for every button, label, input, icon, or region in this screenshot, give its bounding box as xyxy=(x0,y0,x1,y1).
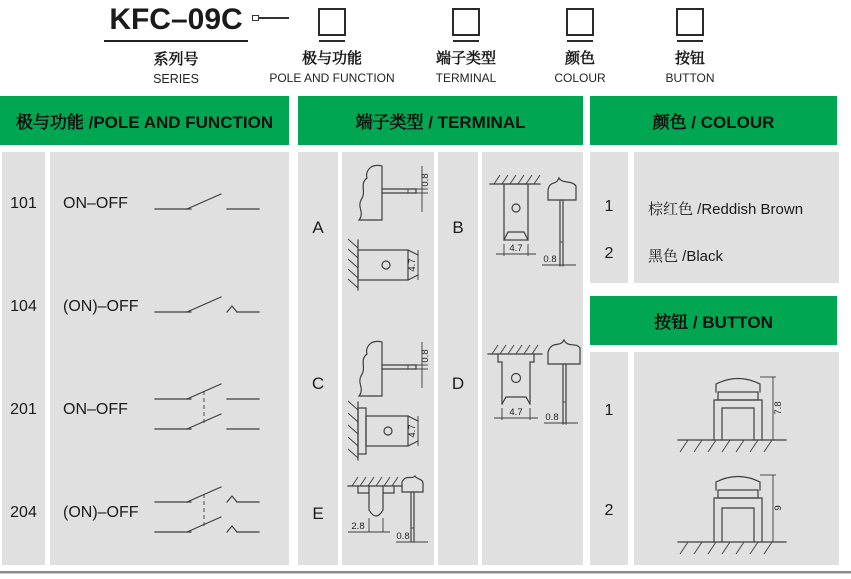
order-box-label-cn: 端子类型 xyxy=(435,50,496,67)
dim-text: 4.7 xyxy=(509,243,523,254)
terminal-c-side-view-drawing xyxy=(344,334,432,408)
series-block xyxy=(104,2,248,86)
order-code-box xyxy=(566,8,594,36)
terminal-type-label: C xyxy=(311,374,325,393)
terminal-label-column-left xyxy=(298,152,338,565)
pole-function-label: (ON)–OFF xyxy=(63,297,139,315)
order-box-label-cn: 颜色 xyxy=(564,50,595,67)
series-label-en: SERIES xyxy=(153,72,199,86)
dim-text: 0.8 xyxy=(545,412,559,423)
bottom-divider-line xyxy=(0,571,851,574)
colour-label-column xyxy=(634,152,839,283)
dim-text: 0.8 xyxy=(396,531,410,542)
order-box-button xyxy=(615,8,765,85)
button-diagram-column xyxy=(634,352,839,565)
order-box-underline xyxy=(453,40,479,42)
order-code-box xyxy=(452,8,480,36)
order-code-box xyxy=(676,8,704,36)
pole-function-label: (ON)–OFF xyxy=(63,504,139,522)
order-box-underline xyxy=(567,40,593,42)
terminal-type-label: B xyxy=(452,218,464,237)
pole-code: 104 xyxy=(10,297,37,315)
pole-function-column xyxy=(50,152,289,565)
spst-switch-symbol xyxy=(151,189,263,219)
dim-text: 0.8 xyxy=(543,254,557,265)
header-pole-function: 极与功能 /POLE AND FUNCTION xyxy=(0,96,289,145)
pole-code: 101 xyxy=(10,194,37,212)
terminal-type-label: D xyxy=(451,374,465,393)
pole-function-label: ON–OFF xyxy=(63,194,128,212)
order-box-label-en: TERMINAL xyxy=(435,71,497,85)
button-code-column xyxy=(590,352,628,565)
order-box-underline xyxy=(677,40,703,42)
order-box-label-cn: 极与功能 xyxy=(301,50,362,67)
colour-name: 黑色 /Black xyxy=(648,248,724,265)
header-terminal: 端子类型 / TERMINAL xyxy=(298,96,583,145)
dim-text: 4.7 xyxy=(407,424,418,438)
terminal-a-side-view-drawing xyxy=(344,158,432,232)
dim-text: 7.8 xyxy=(773,401,784,415)
order-box-underline xyxy=(319,40,345,42)
terminal-d-drawing xyxy=(484,336,582,444)
order-box-label-en: COLOUR xyxy=(554,71,606,85)
colour-name: 棕红色 /Reddish Brown xyxy=(648,201,804,218)
order-box-pole-function xyxy=(257,8,407,85)
colour-code: 2 xyxy=(604,245,614,262)
dpst-momentary-switch-symbol xyxy=(151,484,263,542)
order-box-label-en: POLE AND FUNCTION xyxy=(269,71,395,85)
dim-text: 9 xyxy=(773,505,784,511)
button-code: 1 xyxy=(604,402,614,419)
terminal-diagram-column-left xyxy=(342,152,434,565)
dim-text: 0.8 xyxy=(420,349,431,363)
order-code-box xyxy=(318,8,346,36)
header-colour: 颜色 / COLOUR xyxy=(590,96,837,145)
pole-function-label: ON–OFF xyxy=(63,401,128,419)
pole-code-column xyxy=(2,152,45,565)
terminal-type-label: A xyxy=(312,218,324,237)
pole-row xyxy=(50,152,289,255)
dpst-switch-symbol xyxy=(151,381,263,439)
order-box-label-cn: 按钮 xyxy=(674,50,705,67)
pole-row xyxy=(50,255,289,358)
pole-code: 201 xyxy=(10,401,37,419)
order-box-label-en: BUTTON xyxy=(665,71,715,85)
terminal-c-front-view-drawing xyxy=(344,400,432,462)
terminal-label-column-right xyxy=(438,152,478,565)
button-1-drawing xyxy=(670,360,800,456)
dim-text: 0.8 xyxy=(420,173,431,187)
terminal-diagram-column-right xyxy=(482,152,583,565)
colour-code-column xyxy=(590,152,628,283)
dim-text: 4.7 xyxy=(407,258,418,272)
spst-momentary-switch-symbol xyxy=(151,292,263,322)
pole-row xyxy=(50,462,289,565)
series-code: KFC–09C xyxy=(104,2,248,42)
colour-code: 1 xyxy=(604,198,614,215)
dim-text: 2.8 xyxy=(351,521,365,532)
button-2-drawing xyxy=(670,462,800,558)
header-button: 按钮 / BUTTON xyxy=(590,296,837,345)
dim-text: 4.7 xyxy=(509,407,523,418)
button-code: 2 xyxy=(604,502,614,519)
pole-row xyxy=(50,359,289,462)
series-label-cn: 系列号 xyxy=(153,51,199,68)
terminal-a-front-view-drawing xyxy=(344,236,432,294)
terminal-type-label: E xyxy=(312,504,324,523)
terminal-b-drawing xyxy=(484,170,582,282)
terminal-e-drawing xyxy=(344,470,432,562)
pole-code: 204 xyxy=(10,504,37,522)
